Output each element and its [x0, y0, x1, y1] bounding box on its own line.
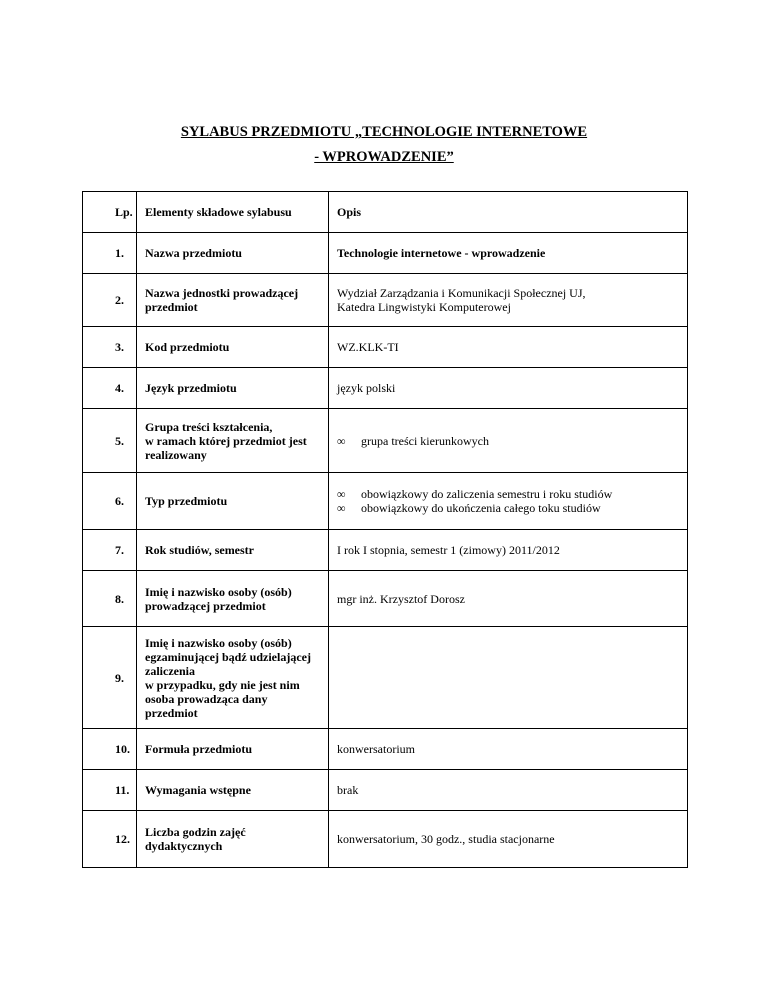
infinity-bullet-icon: ∞ — [337, 487, 346, 501]
row-lp: 6. — [83, 473, 137, 530]
title-line-1: SYLABUS PRZEDMIOTU „TECHNOLOGIE INTERNETOWE — [180, 124, 588, 140]
document-title — [0, 120, 768, 170]
table-row — [83, 811, 688, 868]
row-desc-line: Katedra Lingwistyki Komputerowej — [337, 300, 511, 314]
row-element-line: Imię i nazwisko osoby (osób) egzaminującej bądź udzielającej zaliczenia — [145, 635, 311, 678]
header-desc: Opis — [329, 192, 688, 233]
row-element — [137, 627, 329, 729]
row-element: Imię i nazwisko osoby (osób) prowadzącej przedmiot — [137, 571, 329, 627]
table-row — [83, 729, 688, 770]
syllabus-table — [82, 191, 688, 868]
table-row — [83, 233, 688, 274]
row-desc — [329, 473, 688, 530]
row-lp: 3. — [83, 327, 137, 368]
row-element: Rok studiów, semestr — [137, 530, 329, 571]
row-desc — [329, 409, 688, 473]
row-element — [137, 409, 329, 473]
header-element: Elementy składowe sylabusu — [137, 192, 329, 233]
row-desc: brak — [329, 770, 688, 811]
table-row — [83, 571, 688, 627]
row-desc: konwersatorium — [329, 729, 688, 770]
row-lp: 10. — [83, 729, 137, 770]
infinity-bullet-icon: ∞ — [337, 501, 346, 515]
row-desc — [329, 627, 688, 729]
row-lp: 5. — [83, 409, 137, 473]
infinity-bullet-icon: ∞ — [337, 433, 346, 448]
row-desc: konwersatorium, 30 godz., studia stacjonarne — [329, 811, 688, 868]
row-lp: 8. — [83, 571, 137, 627]
list-item — [337, 501, 679, 515]
row-desc: język polski — [329, 368, 688, 409]
row-element-line: w ramach której przedmiot jest realizowany — [145, 433, 307, 462]
table-row — [83, 409, 688, 473]
row-lp: 11. — [83, 770, 137, 811]
table-row — [83, 530, 688, 571]
row-lp: 9. — [83, 627, 137, 729]
row-lp: 4. — [83, 368, 137, 409]
row-element: Nazwa jednostki prowadzącej przedmiot — [137, 274, 329, 327]
row-element-line: Grupa treści kształcenia, — [145, 419, 273, 434]
row-lp: 2. — [83, 274, 137, 327]
row-element: Typ przedmiotu — [137, 473, 329, 530]
row-desc: mgr inż. Krzysztof Dorosz — [329, 571, 688, 627]
table-row — [83, 627, 688, 729]
list-item — [337, 434, 679, 448]
row-lp: 12. — [83, 811, 137, 868]
list-item-text: grupa treści kierunkowych — [361, 433, 489, 448]
table-row — [83, 368, 688, 409]
row-desc: Technologie internetowe - wprowadzenie — [329, 233, 688, 274]
list-item-text: obowiązkowy do ukończenia całego toku studiów — [361, 501, 601, 515]
row-element: Kod przedmiotu — [137, 327, 329, 368]
row-desc: I rok I stopnia, semestr 1 (zimowy) 2011/2012 — [329, 530, 688, 571]
list-item-text: obowiązkowy do zaliczenia semestru i roku studiów — [361, 487, 613, 501]
row-element: Wymagania wstępne — [137, 770, 329, 811]
title-line-2: - WPROWADZENIE” — [314, 149, 454, 165]
table-row — [83, 473, 688, 530]
row-element-line: w przypadku, gdy nie jest nim osoba prowadząca dany przedmiot — [145, 677, 300, 720]
table-row — [83, 327, 688, 368]
row-desc — [329, 274, 688, 327]
bullet-list — [337, 434, 679, 448]
row-lp: 1. — [83, 233, 137, 274]
list-item — [337, 487, 679, 501]
header-lp: Lp. — [83, 192, 137, 233]
table-row — [83, 770, 688, 811]
row-lp: 7. — [83, 530, 137, 571]
table-header-row — [83, 192, 688, 233]
row-desc: WZ.KLK-TI — [329, 327, 688, 368]
row-desc-line: Wydział Zarządzania i Komunikacji Społecznej UJ, — [337, 286, 586, 300]
row-element: Formuła przedmiotu — [137, 729, 329, 770]
row-element: Liczba godzin zajęć dydaktycznych — [137, 811, 329, 868]
row-element: Nazwa przedmiotu — [137, 233, 329, 274]
bullet-list — [337, 487, 679, 515]
table-row — [83, 274, 688, 327]
row-element: Język przedmiotu — [137, 368, 329, 409]
